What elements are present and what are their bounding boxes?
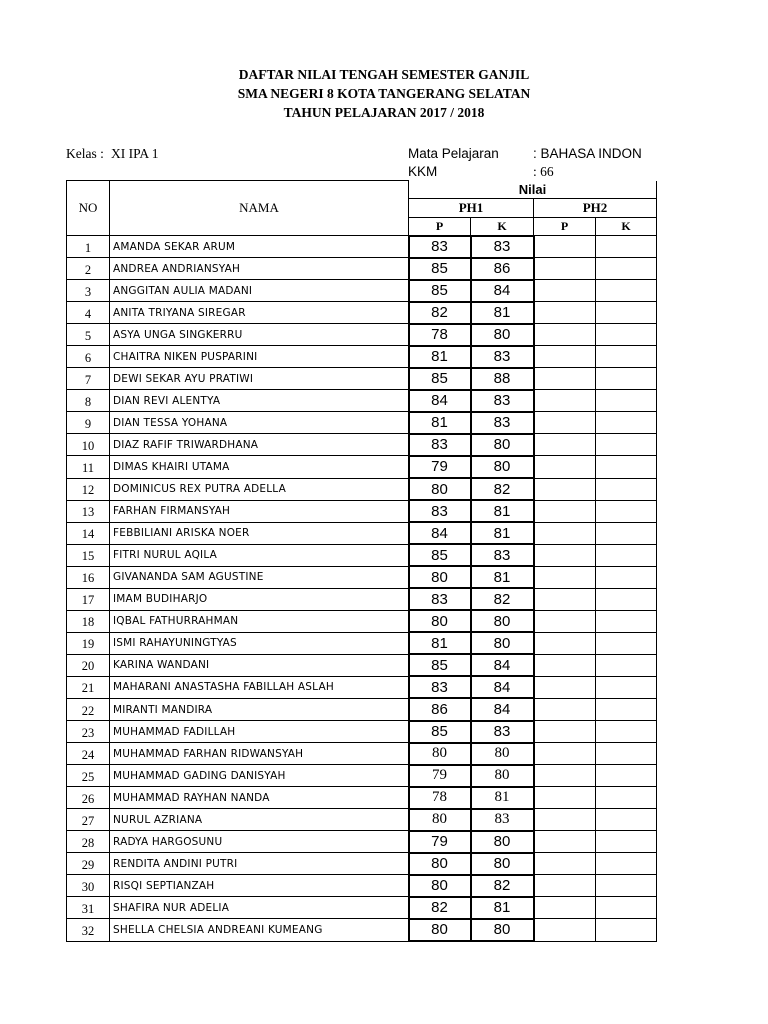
ph2-p-score <box>534 654 596 676</box>
student-name: ASYA UNGA SINGKERRU <box>110 324 409 346</box>
ph2-p-score <box>534 809 596 831</box>
ph1-p-score: 85 <box>409 544 471 566</box>
row-number: 11 <box>67 456 110 478</box>
student-name: SHAFIRA NUR ADELIA <box>110 897 409 919</box>
ph1-p-score: 81 <box>409 412 471 434</box>
row-number: 9 <box>67 412 110 434</box>
ph1-p-score: 85 <box>409 368 471 390</box>
ph2-p-score <box>534 566 596 588</box>
row-number: 10 <box>67 434 110 456</box>
table-row <box>67 787 657 809</box>
ph2-p-score <box>534 412 596 434</box>
row-number: 3 <box>67 280 110 302</box>
row-number: 14 <box>67 522 110 544</box>
table-row <box>67 919 657 941</box>
ph1-k-score: 81 <box>471 500 534 522</box>
student-name: RADYA HARGOSUNU <box>110 831 409 853</box>
ph2-p-score <box>534 434 596 456</box>
table-row <box>67 258 657 280</box>
row-number: 32 <box>67 919 110 941</box>
ph1-p-score: 85 <box>409 721 471 743</box>
student-name: MUHAMMAD GADING DANISYAH <box>110 765 409 787</box>
ph2-p-score <box>534 324 596 346</box>
ph2-k-score <box>596 412 657 434</box>
ph2-k-score <box>596 346 657 368</box>
ph1-p-score: 84 <box>409 522 471 544</box>
kelas-label: Kelas : <box>66 146 104 161</box>
row-number: 13 <box>67 500 110 522</box>
ph2-k-score <box>596 919 657 941</box>
title-line-3: TAHUN PELAJARAN 2017 / 2018 <box>283 105 485 120</box>
ph1-p-score: 79 <box>409 831 471 853</box>
mapel-value: : BAHASA INDON <box>533 146 642 161</box>
title-line-2: SMA NEGERI 8 KOTA TANGERANG SELATAN <box>237 86 531 101</box>
table-row <box>67 875 657 897</box>
ph1-p-score: 82 <box>409 302 471 324</box>
ph1-p-score: 83 <box>409 434 471 456</box>
ph1-k-score: 80 <box>471 743 534 765</box>
ph1-k-score: 84 <box>471 654 534 676</box>
kkm-value: : 66 <box>533 164 554 179</box>
table-row <box>67 434 657 456</box>
ph2-p-score <box>534 280 596 302</box>
table-row <box>67 500 657 522</box>
table-row <box>67 809 657 831</box>
ph1-k-score: 82 <box>471 875 534 897</box>
student-name: ISMI RAHAYUNINGTYAS <box>110 632 409 654</box>
ph2-p-score <box>534 831 596 853</box>
ph2-p-score <box>534 787 596 809</box>
student-name: ANITA TRIYANA SIREGAR <box>110 302 409 324</box>
student-name: MUHAMMAD RAYHAN NANDA <box>110 787 409 809</box>
col-header-ph2-p: P <box>534 218 596 236</box>
ph1-p-score: 78 <box>409 787 471 809</box>
ph1-p-score: 80 <box>409 478 471 500</box>
ph2-p-score <box>534 610 596 632</box>
student-name: MIRANTI MANDIRA <box>110 698 409 720</box>
ph2-k-score <box>596 522 657 544</box>
ph2-k-score <box>596 390 657 412</box>
ph2-p-score <box>534 765 596 787</box>
row-number: 22 <box>67 698 110 720</box>
table-row <box>67 544 657 566</box>
ph2-k-score <box>596 875 657 897</box>
ph2-p-score <box>534 302 596 324</box>
student-name: FITRI NURUL AQILA <box>110 544 409 566</box>
ph2-k-score <box>596 853 657 875</box>
table-row <box>67 368 657 390</box>
ph1-k-score: 81 <box>471 566 534 588</box>
table-row <box>67 831 657 853</box>
table-row <box>67 390 657 412</box>
ph1-k-score: 83 <box>471 236 534 258</box>
ph1-k-score: 81 <box>471 522 534 544</box>
ph1-p-score: 80 <box>409 919 471 941</box>
ph2-k-score <box>596 500 657 522</box>
table-row <box>67 743 657 765</box>
ph2-p-score <box>534 897 596 919</box>
ph2-p-score <box>534 676 596 698</box>
title-line-1: DAFTAR NILAI TENGAH SEMESTER GANJIL <box>238 67 530 82</box>
student-name: MUHAMMAD FADILLAH <box>110 721 409 743</box>
ph1-p-score: 80 <box>409 743 471 765</box>
row-number: 16 <box>67 566 110 588</box>
row-number: 19 <box>67 632 110 654</box>
ph1-k-score: 83 <box>471 544 534 566</box>
student-name: RENDITA ANDINI PUTRI <box>110 853 409 875</box>
student-name: IQBAL FATHURRAHMAN <box>110 610 409 632</box>
ph1-k-score: 80 <box>471 434 534 456</box>
grade-table <box>66 180 657 942</box>
ph1-p-score: 79 <box>409 456 471 478</box>
ph2-p-score <box>534 236 596 258</box>
row-number: 7 <box>67 368 110 390</box>
table-row <box>67 346 657 368</box>
ph1-p-score: 80 <box>409 875 471 897</box>
row-number: 27 <box>67 809 110 831</box>
ph1-k-score: 80 <box>471 610 534 632</box>
ph1-p-score: 80 <box>409 809 471 831</box>
ph2-p-score <box>534 632 596 654</box>
table-row <box>67 853 657 875</box>
ph2-k-score <box>596 368 657 390</box>
table-row <box>67 478 657 500</box>
ph1-p-score: 85 <box>409 258 471 280</box>
table-row <box>67 324 657 346</box>
row-number: 20 <box>67 654 110 676</box>
kelas-value: XI IPA 1 <box>111 146 159 161</box>
table-row <box>67 698 657 720</box>
ph2-p-score <box>534 368 596 390</box>
ph2-k-score <box>596 698 657 720</box>
ph2-k-score <box>596 897 657 919</box>
ph2-k-score <box>596 676 657 698</box>
ph2-k-score <box>596 654 657 676</box>
student-name: MAHARANI ANASTASHA FABILLAH ASLAH <box>110 676 409 698</box>
ph1-k-score: 80 <box>471 632 534 654</box>
student-name: MUHAMMAD FARHAN RIDWANSYAH <box>110 743 409 765</box>
ph2-k-score <box>596 258 657 280</box>
row-number: 2 <box>67 258 110 280</box>
row-number: 8 <box>67 390 110 412</box>
row-number: 6 <box>67 346 110 368</box>
table-row <box>67 632 657 654</box>
row-number: 24 <box>67 743 110 765</box>
ph2-k-score <box>596 456 657 478</box>
student-name: ANGGITAN AULIA MADANI <box>110 280 409 302</box>
student-name: CHAITRA NIKEN PUSPARINI <box>110 346 409 368</box>
row-number: 4 <box>67 302 110 324</box>
student-name: FEBBILIANI ARISKA NOER <box>110 522 409 544</box>
student-name: DOMINICUS REX PUTRA ADELLA <box>110 478 409 500</box>
ph1-k-score: 83 <box>471 412 534 434</box>
table-row <box>67 566 657 588</box>
ph1-p-score: 80 <box>409 610 471 632</box>
ph1-k-score: 82 <box>471 478 534 500</box>
mapel-label: Mata Pelajaran <box>408 146 499 161</box>
ph2-k-score <box>596 434 657 456</box>
ph1-k-score: 84 <box>471 676 534 698</box>
ph1-k-score: 83 <box>471 809 534 831</box>
ph1-k-score: 80 <box>471 853 534 875</box>
row-number: 30 <box>67 875 110 897</box>
ph2-p-score <box>534 588 596 610</box>
ph1-p-score: 83 <box>409 236 471 258</box>
row-number: 23 <box>67 721 110 743</box>
ph2-k-score <box>596 236 657 258</box>
table-row <box>67 765 657 787</box>
ph1-p-score: 79 <box>409 765 471 787</box>
table-row <box>67 522 657 544</box>
ph2-p-score <box>534 919 596 941</box>
table-row <box>67 280 657 302</box>
ph2-p-score <box>534 721 596 743</box>
ph2-k-score <box>596 809 657 831</box>
ph1-k-score: 81 <box>471 302 534 324</box>
ph2-k-score <box>596 324 657 346</box>
student-name: NURUL AZRIANA <box>110 809 409 831</box>
ph1-p-score: 84 <box>409 390 471 412</box>
ph2-p-score <box>534 544 596 566</box>
ph2-k-score <box>596 632 657 654</box>
ph2-p-score <box>534 478 596 500</box>
ph1-p-score: 83 <box>409 676 471 698</box>
table-row <box>67 302 657 324</box>
ph2-p-score <box>534 390 596 412</box>
table-row <box>67 721 657 743</box>
ph2-p-score <box>534 698 596 720</box>
col-header-ph2: PH2 <box>534 199 657 218</box>
student-name: AMANDA SEKAR ARUM <box>110 236 409 258</box>
student-name: ANDREA ANDRIANSYAH <box>110 258 409 280</box>
col-header-no: NO <box>67 181 110 236</box>
student-name: DIMAS KHAIRI UTAMA <box>110 456 409 478</box>
student-name: DIAN TESSA YOHANA <box>110 412 409 434</box>
table-row <box>67 654 657 676</box>
student-name: DIAN REVI ALENTYA <box>110 390 409 412</box>
col-header-ph1: PH1 <box>409 199 534 218</box>
col-header-ph2-k: K <box>596 218 657 236</box>
col-header-nilai: Nilai <box>409 181 657 199</box>
ph1-k-score: 80 <box>471 765 534 787</box>
row-number: 21 <box>67 676 110 698</box>
row-number: 18 <box>67 610 110 632</box>
col-header-ph1-p: P <box>409 218 471 236</box>
student-name: SHELLA CHELSIA ANDREANI KUMEANG <box>110 919 409 941</box>
ph2-k-score <box>596 743 657 765</box>
student-name: IMAM BUDIHARJO <box>110 588 409 610</box>
ph2-p-score <box>534 258 596 280</box>
row-number: 26 <box>67 787 110 809</box>
student-name: DIAZ RAFIF TRIWARDHANA <box>110 434 409 456</box>
ph1-k-score: 80 <box>471 919 534 941</box>
ph1-k-score: 81 <box>471 897 534 919</box>
ph1-k-score: 84 <box>471 280 534 302</box>
ph1-k-score: 82 <box>471 588 534 610</box>
ph1-k-score: 80 <box>471 456 534 478</box>
ph2-p-score <box>534 346 596 368</box>
col-header-nama: NAMA <box>110 181 409 236</box>
ph1-p-score: 85 <box>409 280 471 302</box>
ph1-p-score: 82 <box>409 897 471 919</box>
ph1-p-score: 81 <box>409 346 471 368</box>
ph2-p-score <box>534 500 596 522</box>
ph1-k-score: 80 <box>471 324 534 346</box>
ph2-p-score <box>534 522 596 544</box>
ph2-p-score <box>534 743 596 765</box>
student-name: KARINA WANDANI <box>110 654 409 676</box>
ph1-p-score: 85 <box>409 654 471 676</box>
ph1-k-score: 84 <box>471 698 534 720</box>
ph2-p-score <box>534 456 596 478</box>
row-number: 17 <box>67 588 110 610</box>
ph2-k-score <box>596 280 657 302</box>
ph1-k-score: 86 <box>471 258 534 280</box>
ph1-p-score: 78 <box>409 324 471 346</box>
ph1-k-score: 88 <box>471 368 534 390</box>
table-row <box>67 236 657 258</box>
table-row <box>67 676 657 698</box>
kkm-label: KKM <box>408 164 438 179</box>
ph2-k-score <box>596 787 657 809</box>
row-number: 5 <box>67 324 110 346</box>
ph1-p-score: 86 <box>409 698 471 720</box>
table-row <box>67 588 657 610</box>
ph2-k-score <box>596 765 657 787</box>
ph1-k-score: 83 <box>471 390 534 412</box>
row-number: 31 <box>67 897 110 919</box>
ph2-k-score <box>596 588 657 610</box>
ph2-k-score <box>596 831 657 853</box>
ph2-p-score <box>534 875 596 897</box>
ph2-k-score <box>596 610 657 632</box>
ph2-p-score <box>534 853 596 875</box>
ph1-p-score: 83 <box>409 500 471 522</box>
ph1-k-score: 80 <box>471 831 534 853</box>
row-number: 12 <box>67 478 110 500</box>
ph2-k-score <box>596 721 657 743</box>
row-number: 25 <box>67 765 110 787</box>
ph2-k-score <box>596 478 657 500</box>
table-row <box>67 897 657 919</box>
ph1-k-score: 81 <box>471 787 534 809</box>
row-number: 15 <box>67 544 110 566</box>
ph1-p-score: 80 <box>409 566 471 588</box>
row-number: 28 <box>67 831 110 853</box>
table-row <box>67 412 657 434</box>
col-header-ph1-k: K <box>471 218 534 236</box>
ph1-p-score: 80 <box>409 853 471 875</box>
row-number: 29 <box>67 853 110 875</box>
ph1-p-score: 83 <box>409 588 471 610</box>
ph1-p-score: 81 <box>409 632 471 654</box>
row-number: 1 <box>67 236 110 258</box>
ph1-k-score: 83 <box>471 721 534 743</box>
ph2-k-score <box>596 302 657 324</box>
table-row <box>67 456 657 478</box>
student-name: DEWI SEKAR AYU PRATIWI <box>110 368 409 390</box>
student-name: RISQI SEPTIANZAH <box>110 875 409 897</box>
student-name: FARHAN FIRMANSYAH <box>110 500 409 522</box>
student-name: GIVANANDA SAM AGUSTINE <box>110 566 409 588</box>
ph2-k-score <box>596 544 657 566</box>
table-row <box>67 610 657 632</box>
ph2-k-score <box>596 566 657 588</box>
ph1-k-score: 83 <box>471 346 534 368</box>
